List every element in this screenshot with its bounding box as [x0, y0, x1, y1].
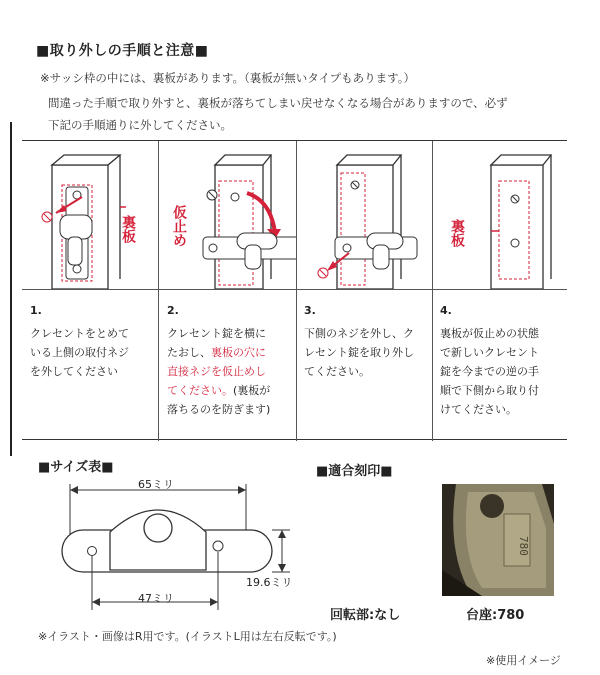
step-2-line-red: てください。 [167, 384, 233, 397]
marking-photo-art [442, 484, 554, 596]
step-2-line-red: 直接ネジを仮止めし [167, 365, 266, 378]
step-4-line: 順で下側から取り付 [440, 384, 539, 397]
marking-stamp-text: 780 [517, 536, 530, 556]
step-4-line: 裏板が仮止めの状態 [440, 327, 539, 340]
size-diagram [40, 470, 310, 620]
footer-note: ※イラスト・画像はR用です。(イラストL用は左右反転です。) [38, 630, 337, 643]
step-4-line: けてください。 [440, 403, 517, 416]
note-line-1: ※サッシ枠の中には、裏板があります。（裏板が無いタイプもあります。） [40, 71, 415, 85]
page-title: ■取り外しの手順と注意■ [36, 43, 209, 59]
step-3-caption [304, 301, 432, 381]
left-margin-bar [10, 122, 12, 456]
step-3-line: 下側のネジを外し、ク [304, 327, 414, 340]
usage-note: ※使用イメージ [486, 654, 561, 667]
step-2-caption [167, 301, 295, 419]
step-2-line-red: 裏板の穴に [211, 346, 266, 359]
step-4-line: 錠を今までの逆の手 [440, 365, 539, 378]
step-4-illustration [433, 141, 567, 289]
marking-photo [442, 484, 554, 596]
dim-height-label: 19.6ミリ [246, 576, 293, 589]
step-2-number: 2. [167, 304, 179, 317]
step-1-illustration [22, 141, 158, 289]
step-1-tag: 裏板 [120, 215, 136, 243]
step-3-line: レセント錠を取り外し [304, 346, 414, 359]
step-4-tag: 裏板 [449, 219, 465, 247]
pivot-label: 回転部:なし [330, 608, 401, 623]
steps-panel [22, 140, 567, 440]
step-4-number: 4. [440, 304, 452, 317]
step-1-number: 1. [30, 304, 42, 317]
step-2-line: (裏板が [233, 384, 271, 397]
step-2-line: たおし、 [167, 346, 211, 359]
marking-title: ■適合刻印■ [316, 464, 393, 479]
step-3-number: 3. [304, 304, 316, 317]
step-1-line: いる上側の取付ネジ [30, 346, 129, 359]
step-2-tag: 仮止め [171, 205, 187, 247]
base-label: 台座:780 [466, 608, 525, 623]
step-1-line: を外してください [30, 365, 118, 378]
row-divider [22, 289, 567, 290]
note-line-2: 間違った手順で取り外すと、裏板が落ちてしまい戻せなくなる場合がありますので、必ず [48, 96, 508, 110]
step-2-line: クレセント錠を横に [167, 327, 266, 340]
step-1-line: クレセントをとめて [30, 327, 129, 340]
step-2-line: 落ちるのを防ぎます) [167, 403, 271, 416]
size-table-title: ■サイズ表■ [38, 460, 114, 475]
dim-pitch-label: 47ミリ [138, 592, 174, 605]
note-line-3: 下記の手順通りに外してください。 [48, 118, 232, 132]
dim-width-label: 65ミリ [138, 478, 174, 491]
step-3-line: てください。 [304, 365, 370, 378]
step-2-illustration [159, 141, 296, 289]
step-4-caption [440, 301, 566, 419]
step-3-illustration [297, 141, 432, 289]
step-1-caption [30, 301, 154, 381]
step-4-line: で新しいクレセント [440, 346, 539, 359]
